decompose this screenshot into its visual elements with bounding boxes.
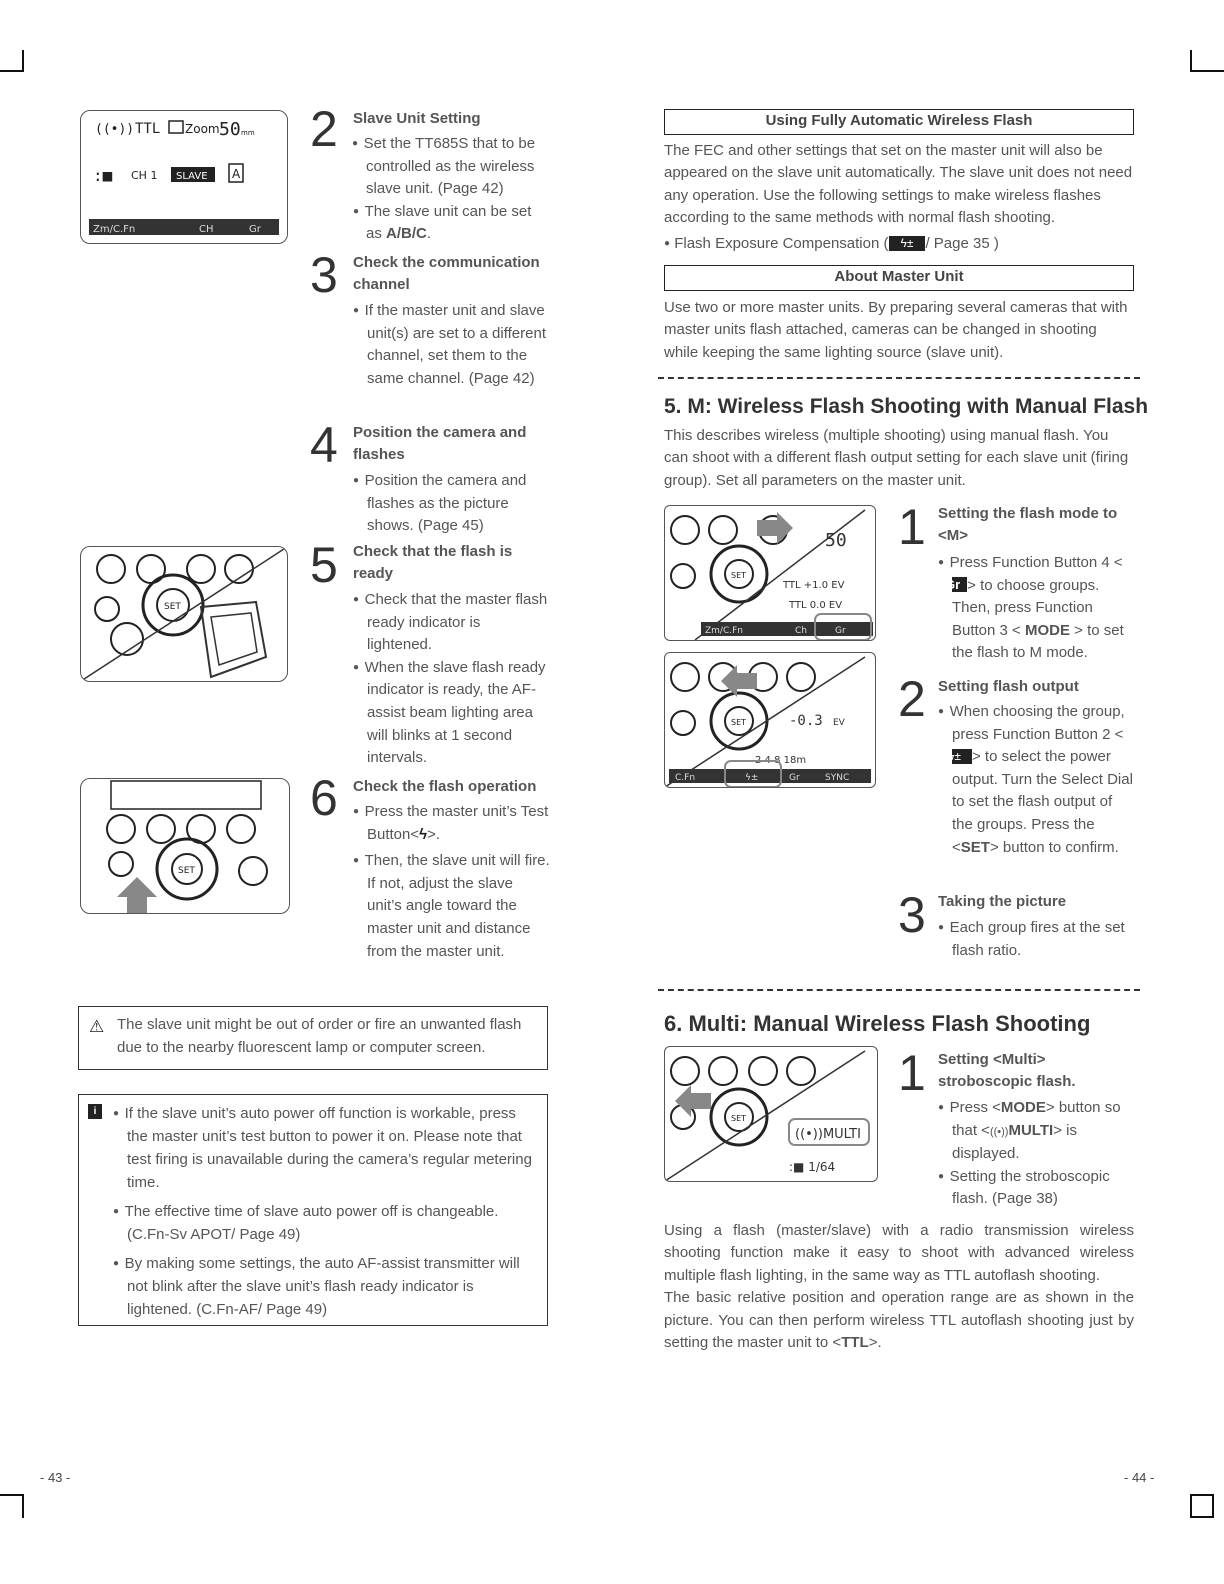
page-number: - 43 - xyxy=(40,1470,71,1485)
svg-text:((•)): ((•)) xyxy=(95,122,135,137)
svg-text:Gr: Gr xyxy=(835,626,846,636)
lcd-output-svg xyxy=(665,653,875,787)
svg-text:C.Fn: C.Fn xyxy=(675,773,696,783)
svg-text:ϟ±: ϟ± xyxy=(745,773,759,783)
svg-text:SET: SET xyxy=(731,718,747,727)
test-button-svg xyxy=(81,779,289,913)
section-divider xyxy=(658,377,1140,379)
paragraph: This describes wireless (multiple shooting) using manual flash. You can shoot with a different flash output setting for each slave unit (firing group). Set all parameters on the master unit. xyxy=(664,427,1129,489)
svg-text:CH: CH xyxy=(199,224,214,235)
step-text xyxy=(353,133,549,246)
step-text xyxy=(938,552,1134,665)
svg-text:A: A xyxy=(232,167,241,181)
svg-text:mm: mm xyxy=(241,129,255,137)
step-number: 3 xyxy=(310,247,338,303)
group-icon: Gr xyxy=(952,577,967,592)
svg-text:TTL 0.0 EV: TTL 0.0 EV xyxy=(789,600,843,611)
bullet-text: ● Then, the slave unit will fire. If not, adjust the slave unit’s angle toward the master unit and distance from the master unit. xyxy=(353,850,551,963)
step-number: 5 xyxy=(310,537,338,593)
step-title: Setting flash output xyxy=(938,678,1079,695)
crop-mark xyxy=(1190,70,1224,72)
crop-mark xyxy=(1190,50,1192,72)
section-divider xyxy=(658,989,1140,991)
step-title: Check that the flash is ready xyxy=(353,543,513,582)
crop-mark-box xyxy=(1190,1494,1214,1518)
step-title: Taking the picture xyxy=(938,893,1067,910)
bullet-text: ● The slave unit can be set as A/B/C. xyxy=(353,201,549,246)
wireless-icon: ((•)) xyxy=(989,1125,1009,1138)
svg-text::■ 1/64: :■ 1/64 xyxy=(789,1160,836,1174)
svg-text:SET: SET xyxy=(178,866,195,876)
svg-text:Zm/C.Fn: Zm/C.Fn xyxy=(93,224,136,235)
warning-icon: ⚠ xyxy=(89,1017,105,1036)
bullet-text: ● Set the TT685S that to be controlled as the wireless slave unit. (Page 42) xyxy=(353,133,549,201)
bullet-text: ● Each group fires at the set flash ratio. xyxy=(938,917,1134,962)
bullet-text: ● If the master unit and slave unit(s) are set to a different channel, set them to the same channel. (Page 42) xyxy=(353,300,551,390)
flash-ready-svg xyxy=(81,547,287,681)
svg-text:2 4 8 18m: 2 4 8 18m xyxy=(755,755,807,766)
svg-text:SYNC: SYNC xyxy=(825,773,850,783)
svg-text:CH 1: CH 1 xyxy=(131,169,158,182)
svg-text:-0.3: -0.3 xyxy=(789,713,823,729)
svg-text:Zoom: Zoom xyxy=(185,122,220,136)
step-text xyxy=(353,470,549,538)
svg-text:Gr: Gr xyxy=(249,224,261,235)
lcd-slave-svg xyxy=(81,111,287,243)
step-text xyxy=(938,701,1134,859)
step-title: Position the camera and flashes xyxy=(353,424,527,463)
step-number: 1 xyxy=(898,1045,926,1101)
step-title: Check the communication channel xyxy=(353,254,540,293)
step-number: 6 xyxy=(310,770,338,826)
output-icon: ϟ± xyxy=(952,749,972,764)
crop-mark xyxy=(0,1494,24,1496)
svg-text:((•))MULTI: ((•))MULTI xyxy=(795,1127,861,1142)
step-title: Slave Unit Setting xyxy=(353,110,481,127)
step-title: Setting the flash mode to <M> xyxy=(938,505,1118,544)
bullet-text: ● Check that the master flash ready indicator is lightened. xyxy=(353,589,549,657)
section-box-header: About Master Unit xyxy=(664,265,1134,291)
svg-text:Gr: Gr xyxy=(789,773,800,783)
crop-mark xyxy=(22,1494,24,1518)
svg-text:TTL +1.0 EV: TTL +1.0 EV xyxy=(783,580,845,591)
step-text xyxy=(353,589,549,770)
lcd-output-figure xyxy=(664,652,876,788)
section-heading: 6. Multi: Manual Wireless Flash Shooting xyxy=(664,1011,1091,1036)
step-text xyxy=(938,1097,1134,1211)
svg-text:50: 50 xyxy=(219,119,241,140)
bullet-text: ● Press Function Button 4 <Gr > to choose groups. Then, press Function Button 3 < MODE > to set the flash to M mode. xyxy=(938,552,1134,665)
svg-text::■: :■ xyxy=(93,166,113,185)
section-box-header: Using Fully Automatic Wireless Flash xyxy=(664,109,1134,135)
bullet-text: ● Press <MODE> button so that <((•))MULTI> is displayed. xyxy=(938,1097,1134,1166)
step-text xyxy=(353,300,551,390)
paragraph: Use two or more master units. By preparing several cameras that with master units flash attached, cameras can be changed in shooting while keeping the same lighting source (slave unit). xyxy=(664,299,1128,361)
lcd-multi-figure xyxy=(664,1046,878,1182)
svg-text:50: 50 xyxy=(825,530,847,551)
bullet-text: ● Press the master unit’s Test Button<ϟ>. xyxy=(353,801,551,846)
paragraph: Using a flash (master/slave) with a radio transmission wireless shooting function make it easy to shoot with advanced wireless multiple flash lighting, in the same way as TTL autoflash shooting. The basic relative position and operation range are as shown in the picture. You can then perform wireless TTL autoflash shooting just by setting the master unit to <TTL>. xyxy=(664,1222,1134,1352)
step-text xyxy=(353,801,551,963)
step-number: 4 xyxy=(310,417,338,473)
bullet-text: ● Setting the stroboscopic flash. (Page 38) xyxy=(938,1166,1134,1211)
test-button-figure xyxy=(80,778,290,914)
step-number: 2 xyxy=(898,671,926,727)
lcd-slave-figure xyxy=(80,110,288,244)
warning-text: The slave unit might be out of order or fire an unwanted flash due to the nearby fluorescent lamp or computer screen. xyxy=(117,1016,522,1056)
warning-box xyxy=(78,1006,548,1070)
step-title: Setting <Multi> stroboscopic flash. xyxy=(938,1051,1076,1090)
step-number: 1 xyxy=(898,499,926,555)
step-number: 2 xyxy=(310,101,338,157)
fec-line: ● Flash Exposure Compensation ( ϟ± / Page 35 ) xyxy=(664,235,999,252)
page-number: - 44 - xyxy=(1124,1470,1155,1485)
flash-ready-figure xyxy=(80,546,288,682)
step-number: 3 xyxy=(898,887,926,943)
bullet-text: ● When the slave flash ready indicator is ready, the AF-assist beam lighting area will blinks at 1 second intervals. xyxy=(353,657,549,770)
paragraph: The FEC and other settings that set on the master unit will also be appeared on the slave unit automatically. The slave unit does not need any operation. Use the following settings to make wireless flashes according to the same methods with normal flash shooting. xyxy=(664,142,1133,227)
svg-text:SLAVE: SLAVE xyxy=(176,171,208,182)
step-text xyxy=(938,917,1134,962)
lightning-icon: ϟ xyxy=(419,825,428,843)
note-box xyxy=(78,1094,548,1326)
svg-text:EV: EV xyxy=(833,718,845,728)
section-heading: 5. M: Wireless Flash Shooting with Manual Flash xyxy=(664,395,1149,418)
note-item: ● If the slave unit’s auto power off function is workable, press the master unit’s test button to power it on. Please note that test firing is unavailable during the camera’s regular metering time. xyxy=(113,1102,537,1194)
lcd-multi-svg xyxy=(665,1047,877,1181)
note-item: ● The effective time of slave auto power off is changeable. (C.Fn-Sv APOT/ Page 49) xyxy=(113,1200,537,1246)
crop-mark xyxy=(22,50,24,72)
note-icon: i xyxy=(88,1104,102,1119)
svg-text:Zm/C.Fn: Zm/C.Fn xyxy=(705,626,743,636)
step-title: Check the flash operation xyxy=(353,778,537,795)
lcd-mode-svg xyxy=(665,506,875,640)
fec-icon: ϟ± xyxy=(889,236,926,251)
bullet-text: ● Position the camera and flashes as the picture shows. (Page 45) xyxy=(353,470,549,538)
note-item: ● By making some settings, the auto AF-assist transmitter will not blink after the slave unit’s flash ready indicator is lightened. (C.Fn-AF/ Page 49) xyxy=(113,1252,537,1321)
lcd-mode-figure xyxy=(664,505,876,641)
svg-text:Ch: Ch xyxy=(795,626,807,636)
svg-text:SET: SET xyxy=(164,602,181,612)
lcd-ttl: TTL xyxy=(135,121,161,137)
bullet-text: ● When choosing the group, press Function Button 2 <ϟ± > to select the power output. Turn the Select Dial to set the flash output of the groups. Press the <SET> button to confirm. xyxy=(938,701,1134,859)
svg-text:SET: SET xyxy=(731,1114,747,1123)
crop-mark xyxy=(0,70,24,72)
svg-text:SET: SET xyxy=(731,571,747,580)
